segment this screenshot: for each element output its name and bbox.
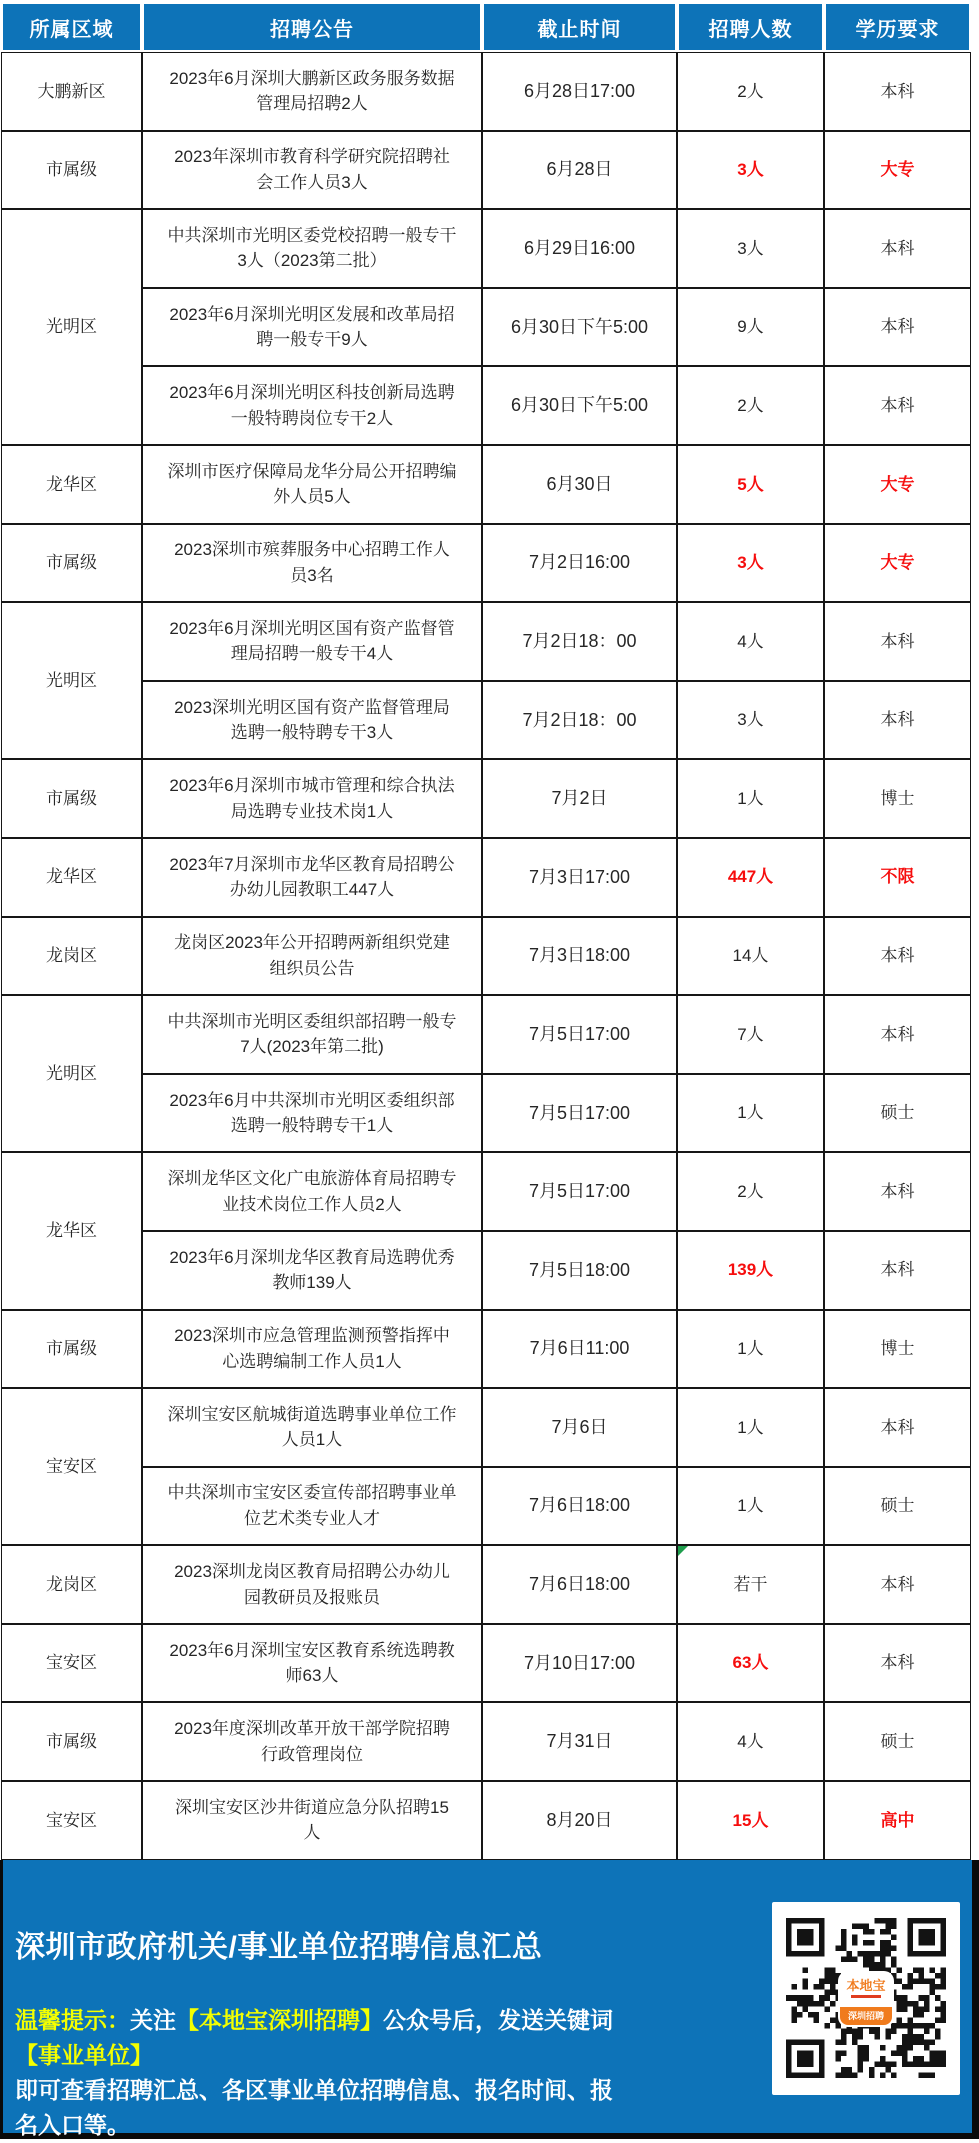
table-row xyxy=(1,1781,971,1860)
deadline-cell: 7月31日 xyxy=(482,1702,677,1781)
count-cell: 2人 xyxy=(677,1152,824,1231)
table-header xyxy=(1,2,971,52)
announcement-cell: 中共深圳市光明区委组织部招聘一般专7人(2023年第二批) xyxy=(142,995,482,1074)
region-cell: 龙华区 xyxy=(1,838,142,917)
deadline-cell: 7月5日17:00 xyxy=(482,1152,677,1231)
announcement-cell: 2023年6月深圳宝安区教育系统选聘教师63人 xyxy=(142,1624,482,1703)
column-header-3: 招聘人数 xyxy=(677,2,824,52)
deadline-cell: 7月6日 xyxy=(482,1388,677,1467)
announcement-cell: 深圳市医疗保障局龙华分局公开招聘编外人员5人 xyxy=(142,445,482,524)
column-header-0: 所属区域 xyxy=(1,2,142,52)
education-cell: 硕士 xyxy=(824,1702,971,1781)
deadline-cell: 6月30日下午5:00 xyxy=(482,288,677,367)
tip-segment: 【事业单位】 xyxy=(15,2042,153,2068)
education-cell: 本科 xyxy=(824,1545,971,1624)
education-cell: 本科 xyxy=(824,1152,971,1231)
deadline-cell: 7月6日18:00 xyxy=(482,1467,677,1546)
education-cell: 硕士 xyxy=(824,1074,971,1153)
deadline-cell: 7月5日17:00 xyxy=(482,1074,677,1153)
region-cell: 市属级 xyxy=(1,759,142,838)
count-cell: 3人 xyxy=(677,681,824,760)
table-row xyxy=(1,1545,971,1624)
count-cell: 3人 xyxy=(677,209,824,288)
announcement-cell: 2023年6月深圳市城市管理和综合执法局选聘专业技术岗1人 xyxy=(142,759,482,838)
announcement-cell: 2023年6月中共深圳市光明区委组织部选聘一般特聘专干1人 xyxy=(142,1074,482,1153)
region-cell: 市属级 xyxy=(1,131,142,210)
count-cell: 9人 xyxy=(677,288,824,367)
announcement-cell: 深圳宝安区航城街道选聘事业单位工作人员1人 xyxy=(142,1388,482,1467)
announcement-cell: 2023年7月深圳市龙华区教育局招聘公办幼儿园教职工447人 xyxy=(142,838,482,917)
deadline-cell: 7月3日18:00 xyxy=(482,917,677,996)
table-row xyxy=(1,1074,971,1153)
deadline-cell: 6月28日 xyxy=(482,131,677,210)
announcement-cell: 深圳龙华区文化广电旅游体育局招聘专业技术岗位工作人员2人 xyxy=(142,1152,482,1231)
education-cell: 不限 xyxy=(824,838,971,917)
footer-title: 深圳市政府机关/事业单位招聘信息汇总 xyxy=(15,1931,543,1964)
announcement-cell: 2023年6月深圳光明区发展和改革局招聘一般专干9人 xyxy=(142,288,482,367)
region-cell: 龙华区 xyxy=(1,445,142,524)
region-cell: 龙华区 xyxy=(1,1152,142,1309)
count-cell: 3人 xyxy=(677,131,824,210)
education-cell: 博士 xyxy=(824,1310,971,1389)
footer-banner xyxy=(0,1860,979,2139)
region-cell: 市属级 xyxy=(1,1702,142,1781)
announcement-cell: 2023深圳龙岗区教育局招聘公办幼儿园教研员及报账员 xyxy=(142,1545,482,1624)
qr-logo xyxy=(840,1973,892,2025)
deadline-cell: 7月2日18：00 xyxy=(482,681,677,760)
table-row xyxy=(1,131,971,210)
deadline-cell: 7月2日18：00 xyxy=(482,602,677,681)
education-cell: 大专 xyxy=(824,445,971,524)
table-row xyxy=(1,445,971,524)
deadline-cell: 6月30日下午5:00 xyxy=(482,366,677,445)
count-cell: 若干 xyxy=(677,1545,824,1624)
education-cell: 高中 xyxy=(824,1781,971,1860)
deadline-cell: 7月10日17:00 xyxy=(482,1624,677,1703)
education-cell: 本科 xyxy=(824,52,971,131)
tip-line-1 xyxy=(15,2003,635,2073)
region-cell: 光明区 xyxy=(1,602,142,759)
education-cell: 大专 xyxy=(824,131,971,210)
count-cell: 1人 xyxy=(677,1310,824,1389)
footer-tips xyxy=(15,2003,635,2143)
count-cell: 3人 xyxy=(677,524,824,603)
deadline-cell: 7月2日16:00 xyxy=(482,524,677,603)
column-header-2: 截止时间 xyxy=(482,2,677,52)
region-cell: 龙岗区 xyxy=(1,1545,142,1624)
announcement-cell: 2023年6月深圳龙华区教育局选聘优秀教师139人 xyxy=(142,1231,482,1310)
region-cell: 宝安区 xyxy=(1,1781,142,1860)
announcement-cell: 中共深圳市光明区委党校招聘一般专干3人（2023第二批） xyxy=(142,209,482,288)
education-cell: 大专 xyxy=(824,524,971,603)
count-cell: 1人 xyxy=(677,759,824,838)
count-cell: 7人 xyxy=(677,995,824,1074)
footer-inner xyxy=(3,1860,972,2138)
column-header-4: 学历要求 xyxy=(824,2,971,52)
deadline-cell: 7月5日17:00 xyxy=(482,995,677,1074)
table-row xyxy=(1,366,971,445)
table-row xyxy=(1,209,971,288)
education-cell: 本科 xyxy=(824,288,971,367)
region-cell: 市属级 xyxy=(1,524,142,603)
announcement-cell: 2023年6月深圳光明区科技创新局选聘一般特聘岗位专干2人 xyxy=(142,366,482,445)
education-cell: 本科 xyxy=(824,1624,971,1703)
table-row xyxy=(1,288,971,367)
table-row xyxy=(1,995,971,1074)
cell-flag-triangle xyxy=(678,1546,688,1556)
count-cell: 447人 xyxy=(677,838,824,917)
education-cell: 本科 xyxy=(824,681,971,760)
count-cell: 1人 xyxy=(677,1074,824,1153)
announcement-cell: 2023深圳市殡葬服务中心招聘工作人员3名 xyxy=(142,524,482,603)
deadline-cell: 6月30日 xyxy=(482,445,677,524)
table-row xyxy=(1,524,971,603)
announcement-cell: 2023年深圳市教育科学研究院招聘社会工作人员3人 xyxy=(142,131,482,210)
qr-logo-name: 本地宝 xyxy=(846,1977,886,1993)
education-cell: 本科 xyxy=(824,602,971,681)
region-cell: 宝安区 xyxy=(1,1624,142,1703)
table-row xyxy=(1,681,971,760)
announcement-cell: 2023年6月深圳大鹏新区政务服务数据管理局招聘2人 xyxy=(142,52,482,131)
recruitment-table xyxy=(1,2,971,1860)
table-row xyxy=(1,917,971,996)
deadline-cell: 6月28日17:00 xyxy=(482,52,677,131)
count-cell: 5人 xyxy=(677,445,824,524)
table-row xyxy=(1,1467,971,1546)
deadline-cell: 6月29日16:00 xyxy=(482,209,677,288)
tip-segment: 【本地宝深圳招聘】 xyxy=(176,2007,383,2033)
qr-code xyxy=(772,1902,960,2095)
education-cell: 博士 xyxy=(824,759,971,838)
deadline-cell: 7月6日18:00 xyxy=(482,1545,677,1624)
announcement-cell: 2023年度深圳改革开放干部学院招聘行政管理岗位 xyxy=(142,1702,482,1781)
tip-line-2: 即可查看招聘汇总、各区事业单位招聘信息、报名时间、报名入口等。 xyxy=(15,2077,613,2138)
count-cell: 1人 xyxy=(677,1467,824,1546)
region-cell: 宝安区 xyxy=(1,1388,142,1545)
table-row xyxy=(1,1388,971,1467)
column-header-1: 招聘公告 xyxy=(142,2,482,52)
region-cell: 市属级 xyxy=(1,1310,142,1389)
table-row xyxy=(1,838,971,917)
count-cell: 2人 xyxy=(677,366,824,445)
qr-logo-divider xyxy=(851,1995,881,1998)
announcement-cell: 2023深圳光明区国有资产监督管理局选聘一般特聘专干3人 xyxy=(142,681,482,760)
count-cell: 2人 xyxy=(677,52,824,131)
deadline-cell: 7月3日17:00 xyxy=(482,838,677,917)
deadline-cell: 8月20日 xyxy=(482,1781,677,1860)
announcement-cell: 深圳宝安区沙井街道应急分队招聘15人 xyxy=(142,1781,482,1860)
tip-segment: 公众号后，发送关键词 xyxy=(383,2007,613,2033)
announcement-cell: 2023深圳市应急管理监测预警指挥中心选聘编制工作人员1人 xyxy=(142,1310,482,1389)
deadline-cell: 7月2日 xyxy=(482,759,677,838)
count-cell: 63人 xyxy=(677,1624,824,1703)
region-cell: 龙岗区 xyxy=(1,917,142,996)
table-row xyxy=(1,1310,971,1389)
region-cell: 光明区 xyxy=(1,209,142,445)
education-cell: 本科 xyxy=(824,995,971,1074)
table-row xyxy=(1,52,971,131)
table-row xyxy=(1,602,971,681)
announcement-cell: 龙岗区2023年公开招聘两新组织党建组织员公告 xyxy=(142,917,482,996)
education-cell: 本科 xyxy=(824,209,971,288)
count-cell: 14人 xyxy=(677,917,824,996)
count-cell: 4人 xyxy=(677,1702,824,1781)
table-row xyxy=(1,1624,971,1703)
tip-segment: 关注 xyxy=(130,2007,176,2033)
education-cell: 本科 xyxy=(824,917,971,996)
region-cell: 大鹏新区 xyxy=(1,52,142,131)
count-cell: 139人 xyxy=(677,1231,824,1310)
table-row xyxy=(1,1231,971,1310)
qr-logo-band: 深圳招聘 xyxy=(840,2007,892,2025)
count-cell: 1人 xyxy=(677,1388,824,1467)
deadline-cell: 7月5日18:00 xyxy=(482,1231,677,1310)
announcement-cell: 中共深圳市宝安区委宣传部招聘事业单位艺术类专业人才 xyxy=(142,1467,482,1546)
table-row xyxy=(1,759,971,838)
count-cell: 4人 xyxy=(677,602,824,681)
table-row xyxy=(1,1152,971,1231)
table-row xyxy=(1,1702,971,1781)
deadline-cell: 7月6日11:00 xyxy=(482,1310,677,1389)
education-cell: 本科 xyxy=(824,1231,971,1310)
region-cell: 光明区 xyxy=(1,995,142,1152)
count-cell: 15人 xyxy=(677,1781,824,1860)
education-cell: 硕士 xyxy=(824,1467,971,1546)
tip-segment: 温馨提示： xyxy=(15,2007,130,2033)
announcement-cell: 2023年6月深圳光明区国有资产监督管理局招聘一般专干4人 xyxy=(142,602,482,681)
education-cell: 本科 xyxy=(824,1388,971,1467)
education-cell: 本科 xyxy=(824,366,971,445)
